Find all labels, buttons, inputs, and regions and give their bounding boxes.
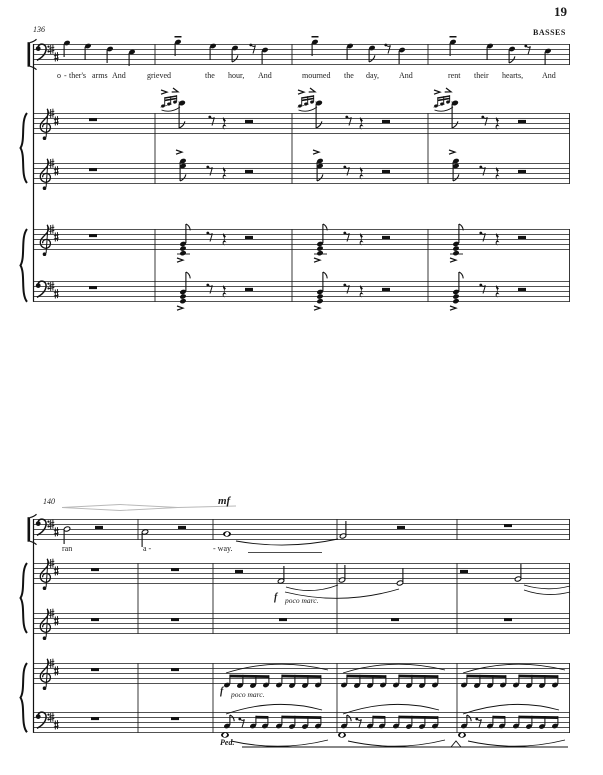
lyric-syllable: hour, [228, 71, 245, 80]
hairpin-marks [62, 505, 236, 511]
lyric-syllable: And [399, 71, 413, 80]
lyric-syllable: arms [92, 71, 108, 80]
lyric-syllable: day, [366, 71, 380, 80]
bass-clef-icon [36, 712, 50, 728]
lyric-syllable: the [205, 71, 215, 80]
lyric-syllable: - way. [213, 544, 233, 553]
lyric-syllable: And [542, 71, 556, 80]
bass-clef-icon [36, 519, 50, 535]
dynamic-f-upper: f [274, 592, 278, 603]
vocal-staff-notes-2 [63, 521, 512, 553]
piano-lower-staff-notes [91, 664, 565, 746]
expression-poco-marc-upper: poco marc. [285, 596, 319, 605]
page-number: 19 [554, 4, 567, 19]
lyric-syllable: And [258, 71, 272, 80]
lyric-syllable: a - [143, 544, 152, 553]
measure-number-136: 136 [33, 25, 45, 34]
piano-upper-staff-notes [91, 564, 570, 598]
dynamic-f-lower: f [220, 686, 224, 697]
lyric-syllable: the [344, 71, 354, 80]
lyric-syllable: o [57, 71, 61, 80]
vocal-staff-notes [63, 36, 551, 66]
lyric-hyphen: - [64, 71, 67, 80]
bass-clef-icon [36, 44, 50, 60]
lyric-syllable: grieved [147, 71, 171, 80]
lyric-syllable: hearts, [502, 71, 524, 80]
lyric-syllable: ran [62, 544, 73, 553]
lyric-syllable: And [112, 71, 126, 80]
lyric-syllable: rent [448, 71, 461, 80]
part-label: BASSES [533, 28, 566, 37]
system-2 [21, 505, 571, 748]
measure-number-140: 140 [43, 497, 55, 506]
dynamic-mf: mf [218, 495, 231, 507]
expression-poco-marc-lower: poco marc. [231, 690, 265, 699]
bass-clef-icon [36, 281, 50, 297]
lyric-syllable: their [474, 71, 489, 80]
lyric-syllable: ther's [69, 71, 86, 80]
lyric-syllable: mourned [302, 71, 331, 80]
pedal-label: Ped. [220, 738, 235, 747]
